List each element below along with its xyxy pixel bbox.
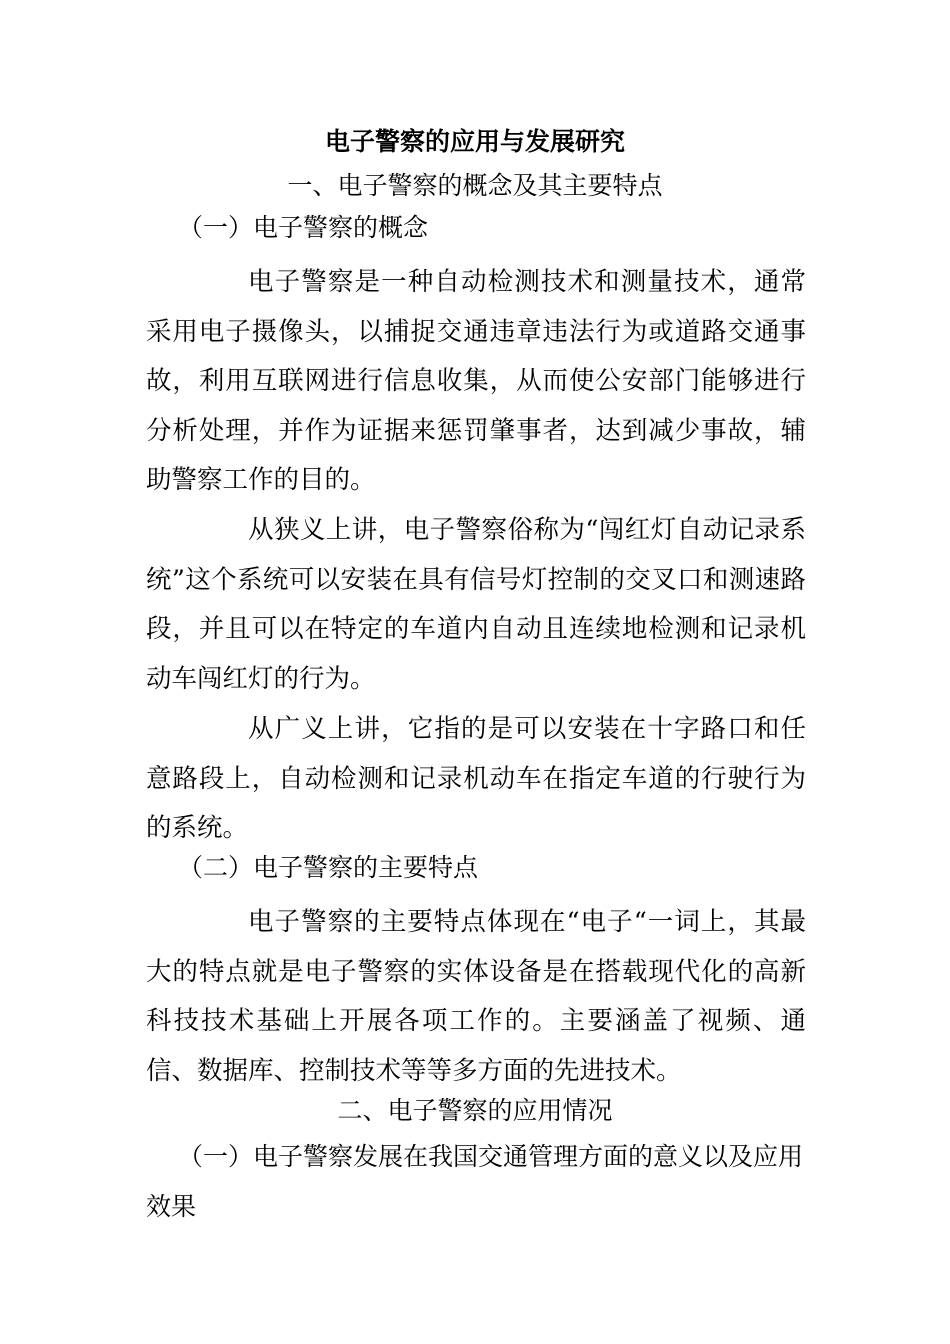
- paragraph-narrow-sense: 从狭义上讲，电子警察俗称为“闯红灯自动记录系统”这个系统可以安装在具有信号灯控制的交叉口和测速路段，并且可以在特定的车道内自动且连续地检测和记录机动车闯红灯的行为。: [146, 515, 806, 694]
- paragraph-definition: 电子警察是一种自动检测技术和测量技术，通常采用电子摄像头，以捕捉交通违章违法行为或道路交通事故，利用互联网进行信息收集，从而使公安部门能够进行分析处理，并作为证据来惩罚肇事者，达到减少事故，辅助警察工作的目的。: [146, 267, 806, 496]
- section-1-2-heading: （二）电子警察的主要特点: [178, 853, 479, 882]
- document-title: 电子警察的应用与发展研究: [324, 127, 625, 156]
- paragraph-features: 电子警察的主要特点体现在“电子“一词上，其最大的特点就是电子警察的实体设备是在搭载现代化的高新科技技术基础上开展各项工作的。主要涵盖了视频、通信、数据库、控制技术等等多方面的先进技术。: [146, 907, 806, 1086]
- section-1-1-heading: （一）电子警察的概念: [178, 213, 429, 242]
- section-1-heading: 一、电子警察的概念及其主要特点: [287, 171, 663, 200]
- section-2-1-heading: （一）电子警察发展在我国交通管理方面的意义以及应用效果: [146, 1142, 804, 1221]
- paragraph-broad-sense: 从广义上讲，它指的是可以安装在十字路口和任意路段上，自动检测和记录机动车在指定车道的行驶行为的系统。: [146, 714, 806, 844]
- section-2-heading: 二、电子警察的应用情况: [337, 1096, 613, 1125]
